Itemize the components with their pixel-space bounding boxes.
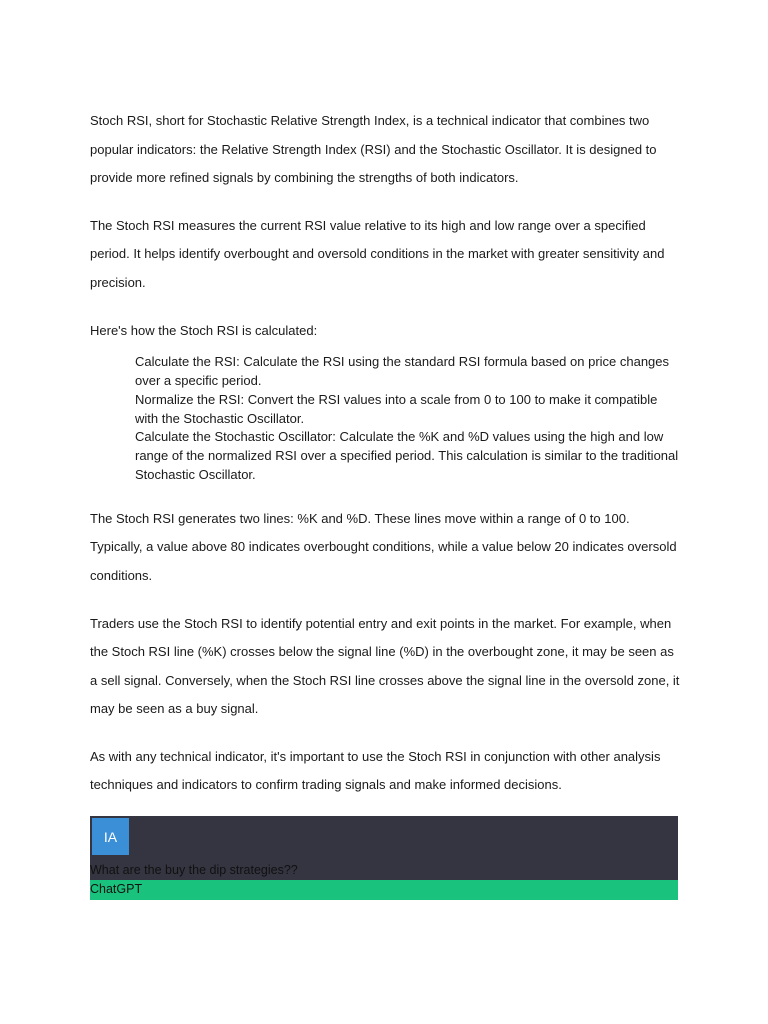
list-item: Normalize the RSI: Convert the RSI values into a scale from 0 to 100 to make it compatible with the Stochastic Oscillator. [135,391,658,426]
paragraph-traders: Traders use the Stoch RSI to identify potential entry and exit points in the market. For example, when the Stoch RSI line (%K) crosses below the signal line (%D) in the overbought zone, it may be seen as a sell signal. Conversely, when the Stoch RSI line crosses above the signal line in the oversold zone, it may be seen as a buy signal. [90,615,680,717]
paragraph-measure: The Stoch RSI measures the current RSI value relative to its high and low range over a specified period. It helps identify overbought and oversold conditions in the market with greater sensitivity and precision. [90,217,665,290]
chat-transcript [90,816,678,900]
calculation-steps-list [135,353,682,485]
paragraph-intro: Stoch RSI, short for Stochastic Relative Strength Index, is a technical indicator that combines two popular indicators: the Relative Strength Index (RSI) and the Stochastic Oscillator. It is designed to provide more refined signals by combining the strengths of both indicators. [90,113,657,186]
list-item: Calculate the RSI: Calculate the RSI using the standard RSI formula based on price changes over a specific period. [135,354,670,388]
list-item: Calculate the Stochastic Oscillator: Calculate the %K and %D values using the high and low range of the normalized RSI over a specified period. This calculation is similar to the traditional Stochastic Oscillator. [135,429,679,482]
article-body [90,107,682,819]
assistant-label-bar: ChatGPT [90,880,678,900]
paragraph-lines: The Stoch RSI generates two lines: %K and %D. These lines move within a range of 0 to 100. Typically, a value above 80 indicates overbought conditions, while a value below 20 indicates oversold conditions. [90,510,677,583]
paragraph-calc-intro: Here's how the Stoch RSI is calculated: [90,322,318,338]
paragraph-conclusion: As with any technical indicator, it's important to use the Stoch RSI in conjunction with other analysis techniques and indicators to confirm trading signals and make informed decisions. [90,748,661,793]
user-avatar: IA [92,818,129,855]
user-message-text: What are the buy the dip strategies?? [90,863,298,877]
user-message-block [90,816,678,880]
